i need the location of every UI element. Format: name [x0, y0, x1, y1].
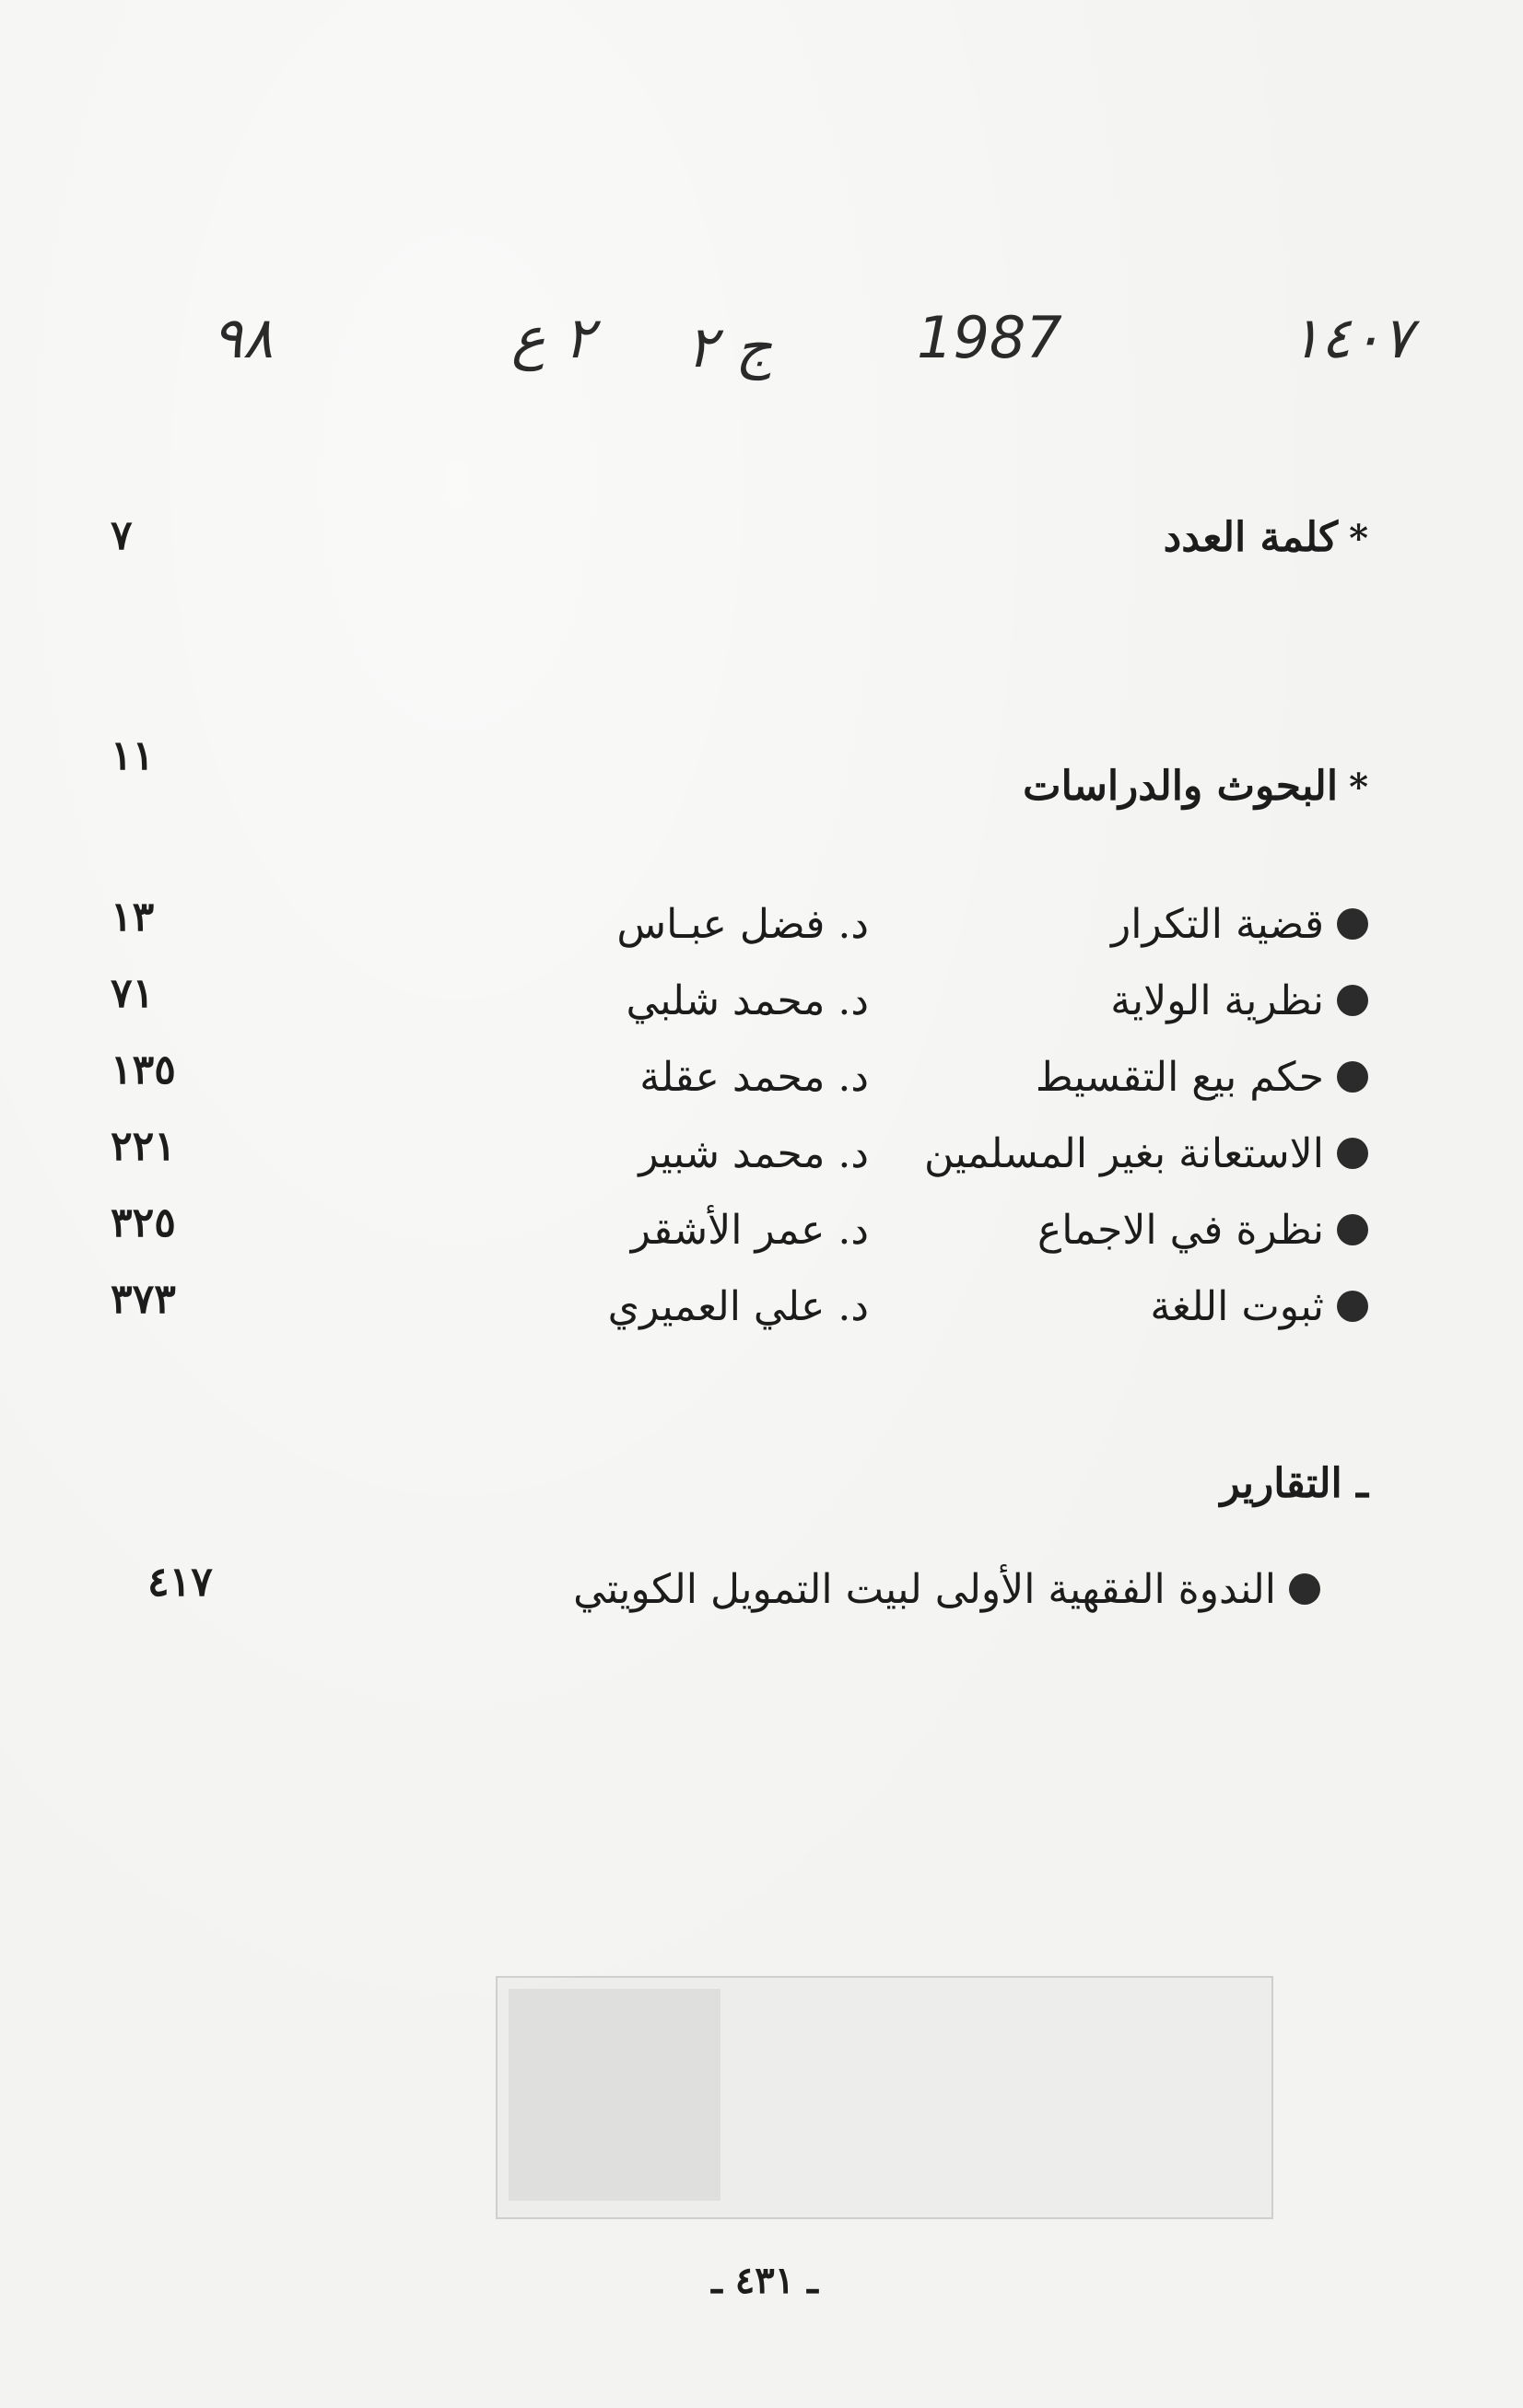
toc-entry-page: ٧١ [111, 970, 155, 1017]
section-heading-research [1023, 763, 1368, 810]
asterisk-marker: * [1349, 766, 1368, 809]
toc-entry-page: ٢٢١ [111, 1123, 176, 1170]
page-number-research: ١١ [111, 732, 155, 779]
toc-entry-author: د. فضل عبـاس [616, 901, 869, 948]
toc-entry-title [924, 1130, 1368, 1177]
bullet-icon [1337, 1061, 1368, 1093]
entry-title-text: قضية التكرار [1111, 901, 1324, 948]
handwritten-part: ج ٢ [686, 313, 773, 380]
toc-entry-title [1037, 1207, 1368, 1254]
toc-entry-title [1150, 1283, 1368, 1330]
handwritten-hijri-year: ١٤٠٧ [1290, 304, 1413, 371]
entry-title-text: نظرة في الاجماع [1037, 1207, 1324, 1254]
bullet-icon [1337, 1214, 1368, 1245]
entry-title-text: حكم بيع التقسيط [1035, 1054, 1324, 1101]
handwritten-gregorian-year: 1987 [917, 304, 1062, 371]
asterisk-marker: * [1349, 517, 1368, 560]
section-label: كلمة العدد [1163, 514, 1339, 561]
bullet-icon [1337, 1138, 1368, 1169]
toc-entry-author: د. محمد عقلة [639, 1054, 869, 1101]
toc-entry-title [1036, 1054, 1368, 1101]
toc-entry-page: ٣٢٥ [111, 1199, 176, 1246]
bullet-icon [1337, 985, 1368, 1016]
toc-entry-author: د. علي العميري [607, 1283, 869, 1330]
toc-entry-page: ٤١٧ [147, 1559, 213, 1606]
toc-entry-title [1111, 901, 1368, 948]
toc-entry-title [573, 1566, 1320, 1613]
toc-entry-page: ٣٧٣ [111, 1276, 176, 1323]
bullet-icon [1337, 1291, 1368, 1322]
toc-entry-page: ١٣ [111, 894, 155, 941]
bullet-icon [1289, 1573, 1320, 1605]
toc-entry-title [1110, 977, 1368, 1024]
toc-entry-author: د. محمد شبير [638, 1130, 869, 1177]
entry-title-text: الاستعانة بغير المسلمين [923, 1130, 1324, 1177]
library-stamp [496, 1976, 1273, 2219]
stamp-emblem [509, 1989, 720, 2201]
toc-entry-page: ١٣٥ [111, 1046, 176, 1093]
toc-entry-author: د. عمر الأشقر [630, 1207, 869, 1254]
entry-title-text: الندوة الفقهية الأولى لبيت التمويل الكويتي [573, 1566, 1276, 1613]
bullet-icon [1337, 908, 1368, 940]
section-heading-reports: ـ التقارير [1220, 1460, 1368, 1507]
entry-title-text: نظرية الولاية [1110, 977, 1324, 1024]
section-heading-word [1164, 514, 1368, 561]
entry-title-text: ثبوت اللغة [1150, 1283, 1324, 1330]
handwritten-volume: ٩٨ [212, 304, 274, 371]
footer-page-number: ـ ٤٣١ ـ [711, 2259, 818, 2302]
toc-entry-author: د. محمد شلبي [626, 977, 869, 1024]
page-number-word: ٧ [111, 512, 133, 559]
handwritten-issue: ٢ ع [511, 304, 595, 371]
section-label: البحوث والدراسات [1023, 763, 1339, 810]
